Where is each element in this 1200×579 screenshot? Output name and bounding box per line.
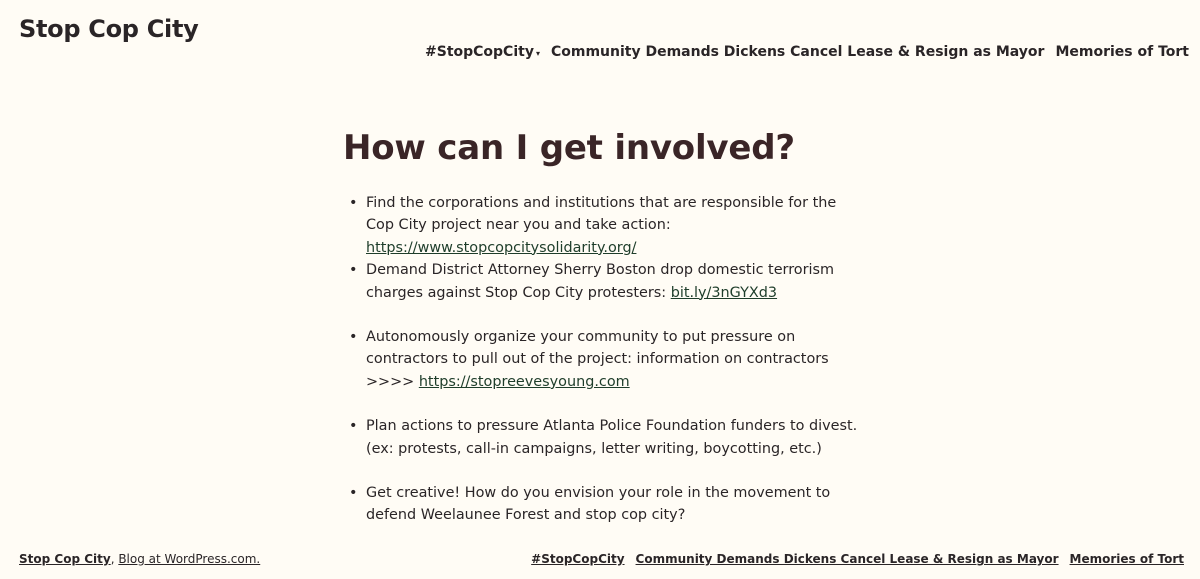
nav-item-memories-of-tort[interactable]: Memories of Tort [1055, 44, 1189, 60]
primary-nav [425, 44, 1189, 60]
contractors-link[interactable]: https://stopreevesyoung.com [418, 373, 630, 390]
chevron-down-icon[interactable]: ▾ [535, 49, 540, 58]
list-item [366, 192, 866, 259]
list-item [366, 326, 866, 393]
footer-nav-item-stopcopcity[interactable]: #StopCopCity [531, 552, 625, 566]
involvement-list [366, 192, 866, 527]
footer-separator: , [110, 552, 119, 566]
footer-nav [531, 552, 1184, 566]
solidarity-link[interactable]: https://www.stopcopcitysolidarity.org/ [366, 239, 637, 256]
page-content [366, 192, 866, 527]
footer-nav-item-memories-of-tort[interactable]: Memories of Tort [1069, 552, 1184, 566]
site-title-link[interactable]: Stop Cop City [19, 15, 199, 43]
list-item [366, 415, 866, 460]
nav-item-label: #StopCopCity [425, 44, 534, 60]
nav-item-stopcopcity[interactable] [425, 44, 540, 60]
page-title: How can I get involved? [343, 128, 795, 168]
list-item-text: Find the corporations and institutions that are responsible for the Cop City project near you and take action: [366, 195, 837, 234]
list-item-text: Autonomously organize your community to put pressure on contractors to pull out of the project: information on contractors >>>> [366, 329, 829, 390]
footer-nav-item-community-demands[interactable]: Community Demands Dickens Cancel Lease & Resign as Mayor [635, 552, 1059, 566]
list-item-text: Get creative! How do you envision your role in the movement to defend Weelaunee Forest and stop cop city? [366, 485, 831, 524]
footer-site-link[interactable]: Stop Cop City [19, 552, 111, 566]
petition-link[interactable]: bit.ly/3nGYXd3 [670, 284, 778, 301]
list-item-text: Demand District Attorney Sherry Boston drop domestic terrorism charges against Stop Cop City protesters: [366, 262, 835, 301]
nav-item-community-demands[interactable]: Community Demands Dickens Cancel Lease & Resign as Mayor [550, 44, 1045, 60]
list-item [366, 259, 866, 304]
list-item [366, 482, 866, 527]
wordpress-link[interactable]: Blog at WordPress.com. [118, 552, 261, 566]
footer-credits [19, 552, 260, 566]
list-item-text: Plan actions to pressure Atlanta Police Foundation funders to divest. (ex: protests, call-in campaigns, letter writing, boycotting, etc.) [366, 418, 858, 457]
